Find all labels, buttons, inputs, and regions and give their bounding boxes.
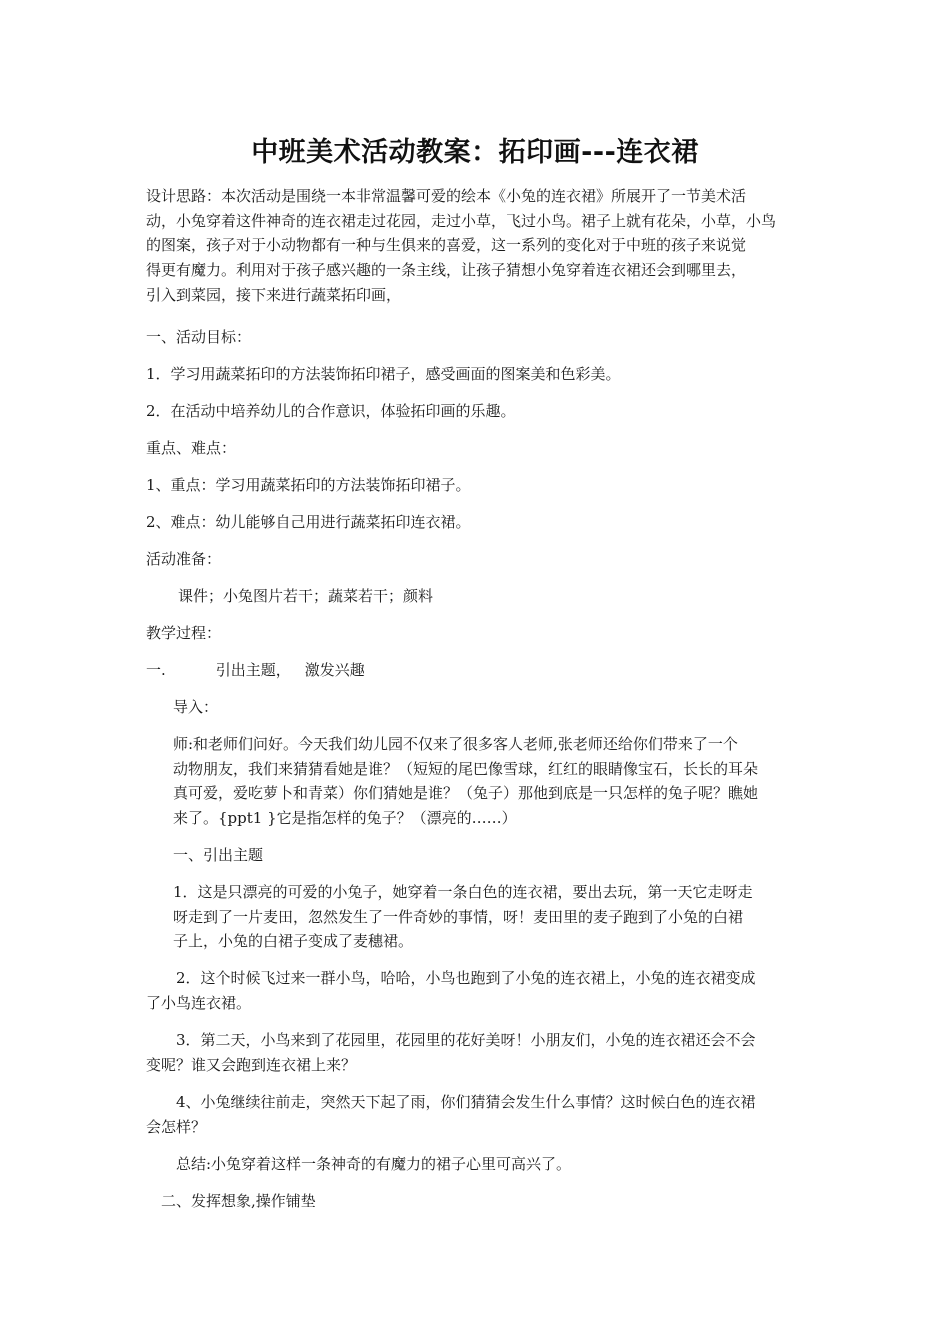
difficult-point: 2、难点：幼儿能够自己用进行蔬菜拓印连衣裙。: [146, 513, 471, 531]
intro-line-1: 师:和老师们问好。今天我们幼儿园不仅来了很多客人老师,张老师还给你们带来了一个: [173, 735, 738, 753]
document-title: 中班美术活动教案：拓印画---连衣裙: [251, 137, 699, 168]
section-1-heading: [146, 658, 365, 683]
goal-2: 2．在活动中培养幼儿的合作意识，体验拓印画的乐趣。: [146, 402, 516, 420]
sub-1-heading: 一、引出主题: [173, 846, 264, 864]
key-point: 1、重点：学习用蔬菜拓印的方法装饰拓印裙子。: [146, 476, 471, 494]
step-2-line-2: 了小鸟连衣裙。: [146, 994, 252, 1012]
step-3-line-1: 3．第二天，小鸟来到了花园里，花园里的花好美呀！小朋友们，小兔的连衣裙还会不会: [176, 1031, 756, 1049]
summary: 总结:小兔穿着这样一条神奇的有魔力的裙子心里可高兴了。: [176, 1155, 572, 1173]
step-4-line-2: 会怎样？: [146, 1118, 207, 1136]
intro-line-3: 真可爱，爱吃萝卜和青菜）你们猜她是谁？（兔子）那他到底是一只怎样的兔子呢？瞧她: [173, 784, 759, 802]
intro-line-4: 来了。{ppt1 }它是指怎样的兔子？（漂亮的……）: [173, 809, 517, 827]
step-1-line-1: 1．这是只漂亮的可爱的小兔子，她穿着一条白色的连衣裙，要出去玩，第一天它走呀走: [173, 883, 753, 901]
step-1-line-2: 呀走到了一片麦田，忽然发生了一件奇妙的事情，呀！麦田里的麦子跑到了小兔的白裙: [173, 908, 744, 926]
design-line-4: 得更有魔力。利用对于孩子感兴趣的一条主线，让孩子猜想小兔穿着连衣裙还会到哪里去，: [146, 261, 747, 279]
key-heading: 重点、难点：: [146, 439, 237, 457]
sub-2-heading: 二、发挥想象,操作铺垫: [161, 1192, 316, 1210]
intro-label: 导入：: [173, 698, 219, 716]
step-3-line-2: 变呢？谁又会跑到连衣裙上来？: [146, 1056, 357, 1074]
section-1-title-a: 引出主题，: [215, 661, 291, 679]
step-2-line-1: 2．这个时候飞过来一群小鸟，哈哈，小鸟也跑到了小兔的连衣裙上，小兔的连衣裙变成: [176, 969, 756, 987]
intro-line-2: 动物朋友，我们来猜猜看她是谁？（短短的尾巴像雪球，红红的眼睛像宝石，长长的耳朵: [173, 760, 759, 778]
step-4-line-1: 4、小兔继续往前走，突然天下起了雨，你们猜猜会发生什么事情？这时候白色的连衣裙: [176, 1093, 756, 1111]
goals-heading: 一、活动目标：: [146, 328, 252, 346]
prep-items: 课件；小兔图片若干；蔬菜若干；颜料: [178, 587, 434, 605]
section-1-title-b: 激发兴趣: [304, 661, 365, 679]
design-line-5: 引入到菜园，接下来进行蔬菜拓印画，: [146, 286, 402, 304]
design-line-3: 的图案，孩子对于小动物都有一种与生俱来的喜爱，这一系列的变化对于中班的孩子来说觉: [146, 236, 747, 254]
goal-1: 1．学习用蔬菜拓印的方法装饰拓印裙子，感受画面的图案美和色彩美。: [146, 365, 621, 383]
design-line-1: 设计思路：本次活动是围绕一本非常温馨可爱的绘本《小兔的连衣裙》所展开了一节美术活: [146, 187, 747, 205]
process-heading: 教学过程：: [146, 624, 222, 642]
prep-heading: 活动准备：: [146, 550, 222, 568]
section-1-number: 一.: [146, 661, 166, 679]
step-1-line-3: 子上，小兔的白裙子变成了麦穗裙。: [173, 932, 414, 950]
design-line-2: 动，小兔穿着这件神奇的连衣裙走过花园，走过小草，飞过小鸟。裙子上就有花朵，小草，小鸟: [146, 212, 777, 230]
